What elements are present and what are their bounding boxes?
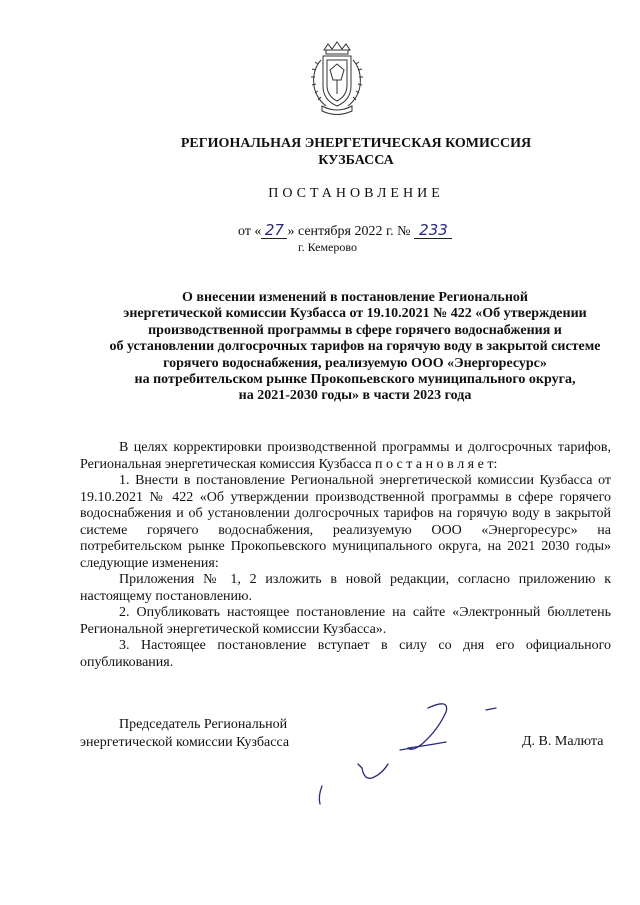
body-paragraph: 1. Внести в постановление Региональной энергетической комиссии Кузбасса от 19.10.2021 № 422 «Об утверждении производственной программы в сфере горячего водоснабжения и об установлении долгосрочных тарифов на горячую воду в закрытой системе горячего водоснабжения, реализуемую ООО «Энергоресурс» на потребительском рынке Прокопьевского муниципального округа, на 2021 2030 годы» следующие изменения: (80, 473, 611, 571)
document-type: ПОСТАНОВЛЕНИЕ (268, 186, 444, 201)
organization-line-2: КУЗБАССА (318, 153, 394, 168)
organization-title (100, 135, 612, 169)
subject-line: энергетической комиссии Кузбасса от 19.10.2021 № 422 «Об утверждении (123, 306, 587, 322)
date-line (238, 222, 452, 240)
position-line-1: Председатель Региональной (119, 717, 288, 732)
body-paragraph: 3. Настоящее постановление вступает в силу со дня его официального опубликования. (80, 638, 611, 670)
body-paragraph: Приложения № 1, 2 изложить в новой редакции, согласно приложению к настоящему постановлению. (80, 572, 611, 604)
subject-line: на 2021-2030 годы» в части 2023 года (238, 388, 472, 404)
subject-line: горячего водоснабжения, реализуемую ООО «Энергоресурс» (163, 355, 547, 371)
subject-line: об установлении долгосрочных тарифов на горячую воду в закрытой системе (109, 339, 601, 355)
date-middle: » сентября 2022 г. № (287, 224, 411, 239)
subject-line: производственной программы в сфере горячего водоснабжения и (148, 322, 562, 338)
city: г. Кемерово (298, 240, 357, 254)
subject-line: на потребительском рынке Прокопьевского муниципального округа, (134, 372, 576, 388)
body-paragraph: 2. Опубликовать настоящее постановление на сайте «Электронный бюллетень Региональной энергетической комиссии Кузбасса». (80, 605, 611, 637)
date-prefix: от « (238, 224, 262, 239)
organization-line-1: РЕГИОНАЛЬНАЯ ЭНЕРГЕТИЧЕСКАЯ КОМИССИЯ (180, 136, 532, 151)
position-line-2: энергетической комиссии Кузбасса (80, 735, 290, 750)
subject-line: О внесении изменений в постановление Региональной (182, 290, 528, 305)
signatory-position (80, 716, 289, 752)
body-paragraph: В целях корректировки производственной программы и долгосрочных тарифов, Региональная энергетическая комиссия Кузбасса п о с т а н о в л я е т: (80, 440, 611, 472)
date-day: 27 (261, 222, 287, 239)
coat-of-arms-icon (304, 40, 370, 118)
document-subject (72, 290, 638, 405)
document-number: 233 (414, 222, 452, 239)
document-body (80, 440, 611, 671)
handwritten-signature (300, 680, 540, 820)
signatory-name: Д. В. Малюта (522, 734, 604, 749)
